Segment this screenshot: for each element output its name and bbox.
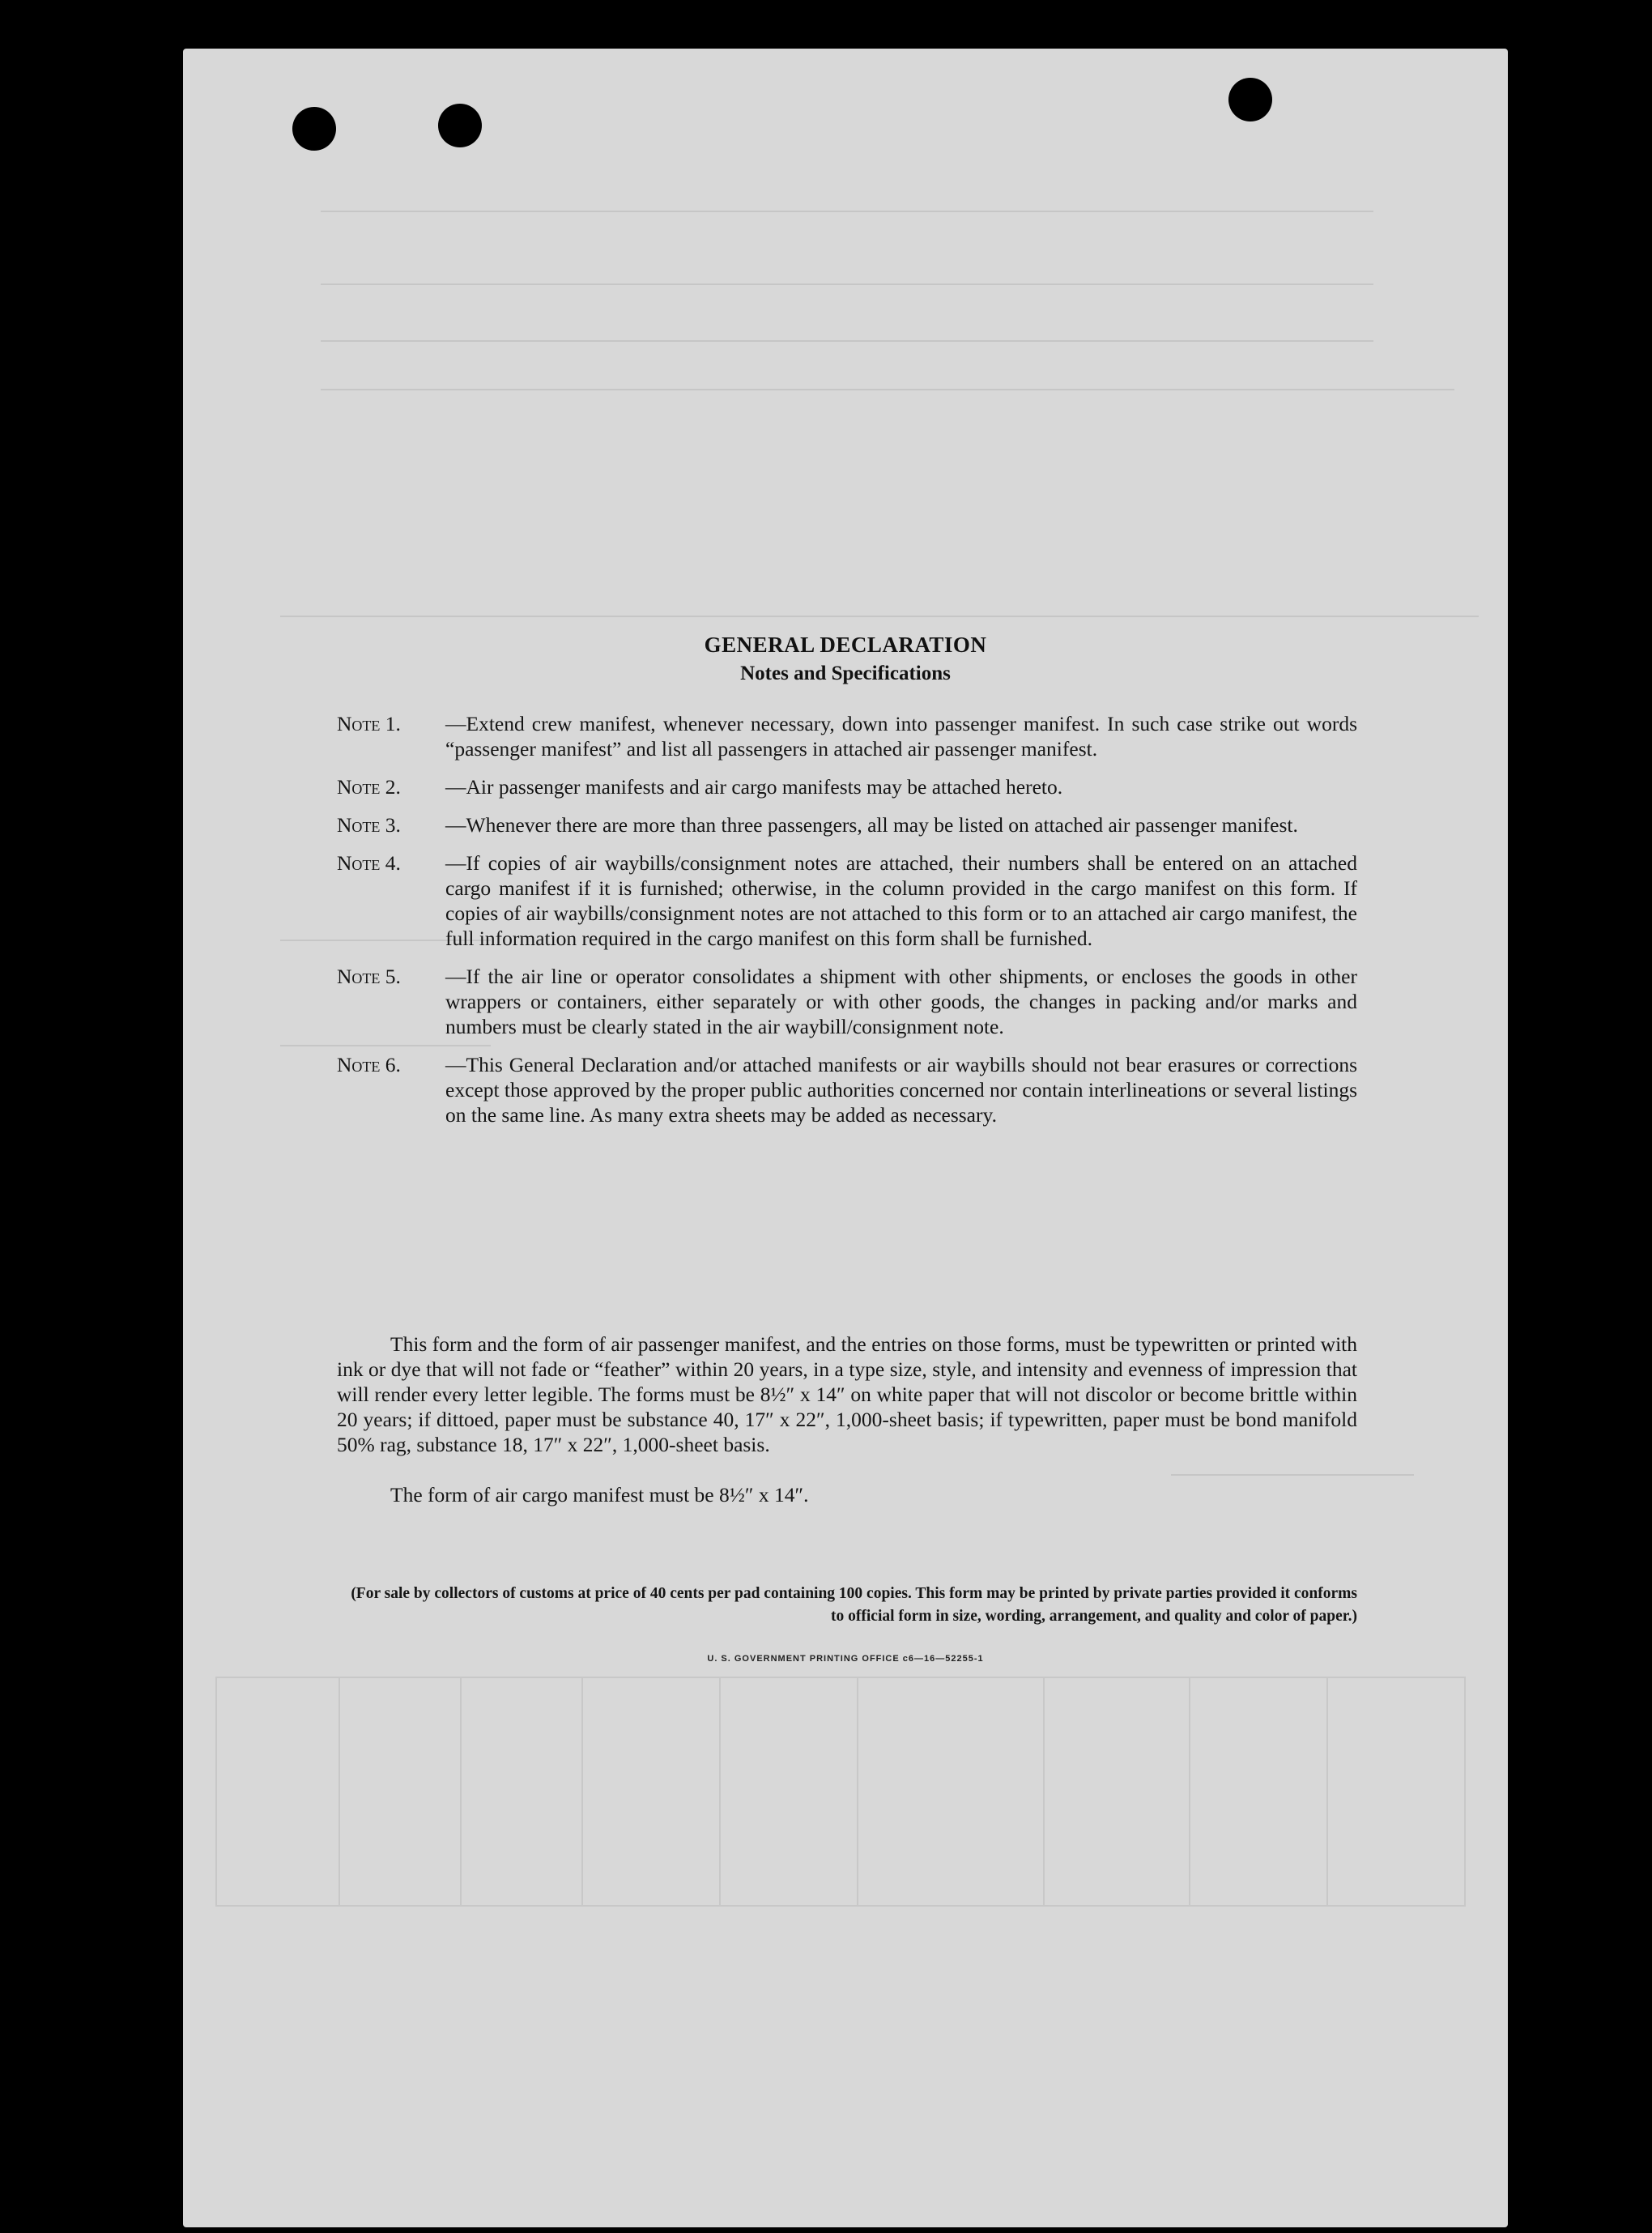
specification-paragraph: This form and the form of air passenger manifest, and the entries on those forms, must be typewritten or printed with ink or dye that will not fade or “feather” within 20 years, in a type size, style, and intensity and evenness of impression that will render every letter legible. The forms must be 8½″ x 14″ on white paper that will not discolor or become brittle within 20 years; if dittoed, paper must be substance 40, 17″ x 22″, 1,000-sheet basis; if typewritten, paper must be bond manifold 50% rag, substance 18, 17″ x 22″, 1,000-sheet basis. — [337, 1332, 1357, 1456]
bleed-through-line — [321, 340, 1373, 342]
note-text: —Air passenger manifests and air cargo manifests may be attached hereto. — [445, 775, 1063, 799]
note-label: Note 3. — [337, 813, 401, 837]
note-label: Note 5. — [337, 965, 401, 988]
notes-list — [337, 711, 1357, 1140]
printer-line: U. S. GOVERNMENT PRINTING OFFICE c6—16—52255-1 — [707, 1654, 984, 1664]
note-text: —Whenever there are more than three passengers, all may be listed on attached air passenger manifest. — [445, 813, 1298, 837]
note-item — [337, 774, 1357, 799]
punch-hole-left-1 — [292, 107, 336, 151]
bleed-through-table — [215, 1677, 1466, 1907]
sale-notice: (For sale by collectors of customs at price of 40 cents per pad containing 100 copies. This form may be printed by private parties provided it conforms to official form in size, wording, arrangement, and quality and color of paper.) — [351, 1585, 1357, 1625]
bleed-through-line — [280, 616, 1479, 617]
note-label: Note 4. — [337, 851, 401, 875]
bleed-through-line — [321, 283, 1373, 285]
note-text: —Extend crew manifest, whenever necessary, down into passenger manifest. In such case strike out words “passenger manifest” and list all passengers in attached air passenger manifest. — [445, 712, 1357, 761]
note-text: —If copies of air waybills/consignment notes are attached, their numbers shall be entered on an attached cargo manifest if it is furnished; otherwise, in the column provided in the cargo manifest on this form. If copies of air waybills/consignment notes are not attached to this form or to an attached air cargo manifest, the full information required in the cargo manifest on this form shall be furnished. — [445, 851, 1357, 950]
bleed-through-line — [321, 389, 1454, 390]
document-title: GENERAL DECLARATION — [704, 633, 987, 657]
punch-hole-left-2 — [438, 104, 482, 147]
note-item — [337, 812, 1357, 837]
note-label: Note 6. — [337, 1053, 401, 1076]
note-label: Note 2. — [337, 775, 401, 799]
document-sheet — [183, 49, 1508, 2227]
note-label: Note 1. — [337, 712, 401, 735]
document-subtitle: Notes and Specifications — [740, 663, 951, 684]
bleed-through-line — [1171, 1474, 1414, 1476]
note-item — [337, 850, 1357, 951]
note-item — [337, 1052, 1357, 1127]
note-text: —This General Declaration and/or attached manifests or air waybills should not bear erasures or corrections except those approved by the proper public authorities concerned nor contain interlineations or several listings on the same line. As many extra sheets may be added as necessary. — [445, 1053, 1357, 1127]
cargo-manifest-size: The form of air cargo manifest must be 8½″ x 14″. — [390, 1483, 809, 1506]
note-item — [337, 964, 1357, 1039]
bleed-through-line — [321, 211, 1373, 212]
punch-hole-right — [1228, 78, 1272, 121]
note-text: —If the air line or operator consolidates a shipment with other shipments, or encloses the goods in other wrappers or containers, either separately or with other goods, the changes in packing and/or marks and numbers must be clearly stated in the air waybill/consignment note. — [445, 965, 1357, 1038]
note-item — [337, 711, 1357, 761]
